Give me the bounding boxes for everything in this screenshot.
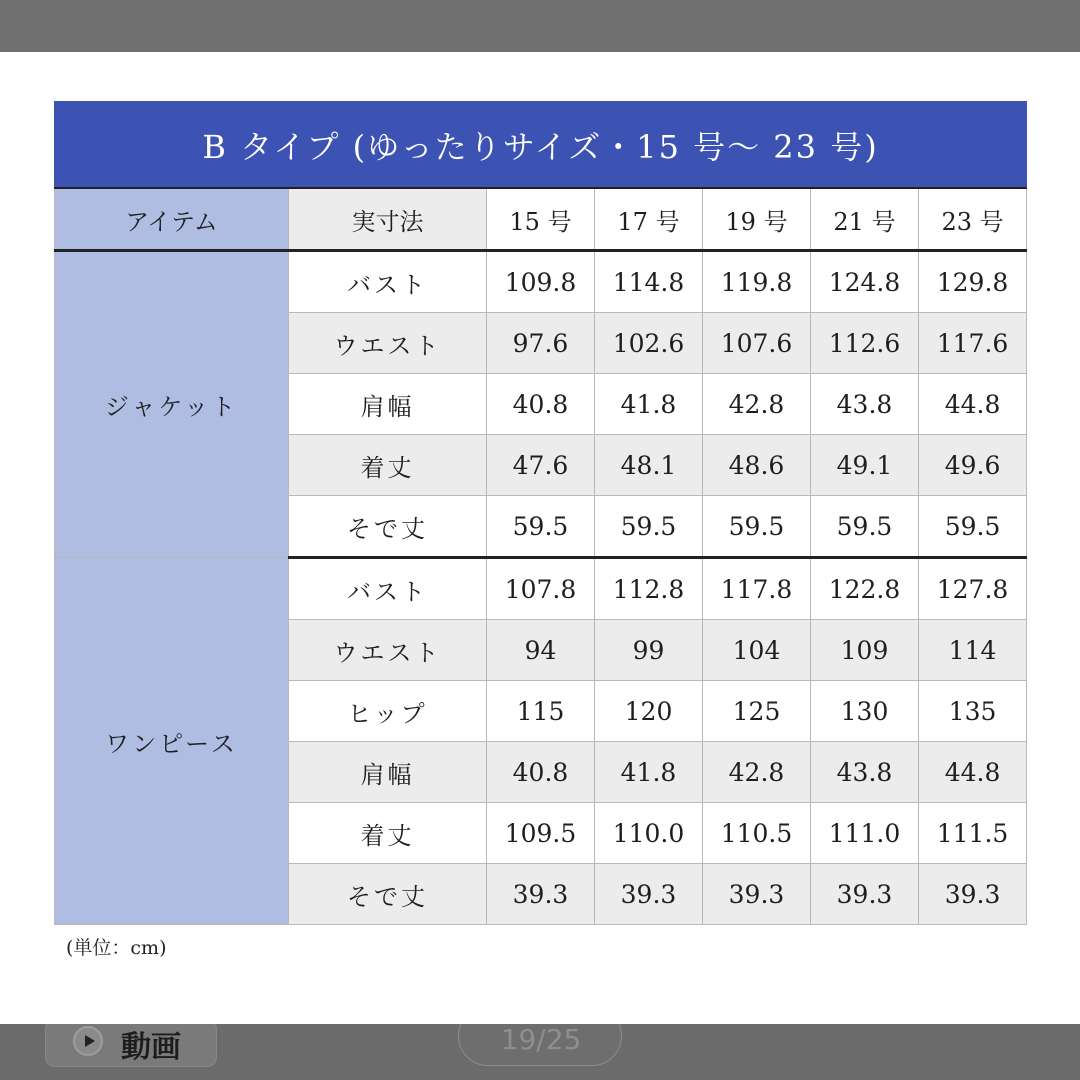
measurement-label: 着丈 xyxy=(289,435,487,496)
size-value-cell: 94 xyxy=(487,620,595,681)
size-value-cell: 42.8 xyxy=(703,374,811,435)
size-value-cell: 39.3 xyxy=(811,864,919,925)
size-chart-table xyxy=(54,101,1027,925)
size-value-cell: 125 xyxy=(703,681,811,742)
size-value-cell: 59.5 xyxy=(703,496,811,558)
header-size: 19 号 xyxy=(703,188,811,251)
measurement-label: 肩幅 xyxy=(289,742,487,803)
measurement-label: 肩幅 xyxy=(289,374,487,435)
play-circle-icon xyxy=(73,1026,103,1056)
header-size: 15 号 xyxy=(487,188,595,251)
size-value-cell: 39.3 xyxy=(703,864,811,925)
video-button[interactable] xyxy=(45,1024,217,1067)
size-value-cell: 59.5 xyxy=(811,496,919,558)
size-value-cell: 114 xyxy=(919,620,1027,681)
size-value-cell: 49.6 xyxy=(919,435,1027,496)
size-value-cell: 39.3 xyxy=(487,864,595,925)
size-value-cell: 109.8 xyxy=(487,251,595,313)
size-value-cell: 39.3 xyxy=(595,864,703,925)
title-row xyxy=(55,102,1027,189)
size-value-cell: 111.5 xyxy=(919,803,1027,864)
size-value-cell: 40.8 xyxy=(487,742,595,803)
size-value-cell: 44.8 xyxy=(919,374,1027,435)
size-value-cell: 43.8 xyxy=(811,374,919,435)
size-value-cell: 115 xyxy=(487,681,595,742)
size-value-cell: 114.8 xyxy=(595,251,703,313)
size-value-cell: 119.8 xyxy=(703,251,811,313)
bottom-bar xyxy=(0,1024,1080,1080)
measurement-label: ヒップ xyxy=(289,681,487,742)
size-value-cell: 49.1 xyxy=(811,435,919,496)
size-value-cell: 129.8 xyxy=(919,251,1027,313)
size-value-cell: 59.5 xyxy=(595,496,703,558)
page-indicator-text: 19/25 xyxy=(500,1024,582,1056)
size-value-cell: 135 xyxy=(919,681,1027,742)
measurement-label: そで丈 xyxy=(289,496,487,558)
page-indicator[interactable] xyxy=(458,1024,622,1066)
header-size: 17 号 xyxy=(595,188,703,251)
size-value-cell: 111.0 xyxy=(811,803,919,864)
size-value-cell: 48.1 xyxy=(595,435,703,496)
header-size: 21 号 xyxy=(811,188,919,251)
measurement-label: ウエスト xyxy=(289,620,487,681)
size-value-cell: 124.8 xyxy=(811,251,919,313)
header-row xyxy=(55,188,1027,251)
size-value-cell: 107.6 xyxy=(703,313,811,374)
measurement-label: ウエスト xyxy=(289,313,487,374)
size-value-cell: 102.6 xyxy=(595,313,703,374)
size-value-cell: 117.8 xyxy=(703,558,811,620)
size-value-cell: 130 xyxy=(811,681,919,742)
size-value-cell: 59.5 xyxy=(919,496,1027,558)
size-value-cell: 47.6 xyxy=(487,435,595,496)
size-value-cell: 41.8 xyxy=(595,742,703,803)
size-value-cell: 112.8 xyxy=(595,558,703,620)
measurement-label: バスト xyxy=(289,251,487,313)
size-value-cell: 112.6 xyxy=(811,313,919,374)
size-value-cell: 122.8 xyxy=(811,558,919,620)
size-value-cell: 109.5 xyxy=(487,803,595,864)
size-value-cell: 39.3 xyxy=(919,864,1027,925)
size-value-cell: 110.5 xyxy=(703,803,811,864)
header-size: 23 号 xyxy=(919,188,1027,251)
size-value-cell: 44.8 xyxy=(919,742,1027,803)
size-value-cell: 41.8 xyxy=(595,374,703,435)
size-value-cell: 42.8 xyxy=(703,742,811,803)
size-value-cell: 104 xyxy=(703,620,811,681)
size-value-cell: 120 xyxy=(595,681,703,742)
table-title: B タイプ (ゆったりサイズ・15 号〜 23 号) xyxy=(55,102,1027,189)
size-value-cell: 109 xyxy=(811,620,919,681)
size-value-cell: 40.8 xyxy=(487,374,595,435)
size-value-cell: 110.0 xyxy=(595,803,703,864)
size-value-cell: 48.6 xyxy=(703,435,811,496)
table-row xyxy=(55,558,1027,620)
measurement-label: 着丈 xyxy=(289,803,487,864)
category-cell: ジャケット xyxy=(55,251,289,558)
table-row xyxy=(55,251,1027,313)
size-value-cell: 97.6 xyxy=(487,313,595,374)
size-value-cell: 127.8 xyxy=(919,558,1027,620)
category-cell: ワンピース xyxy=(55,558,289,925)
size-value-cell: 117.6 xyxy=(919,313,1027,374)
top-bar xyxy=(0,0,1080,52)
video-button-label: 動画 xyxy=(121,1030,181,1065)
measurement-label: そで丈 xyxy=(289,864,487,925)
size-value-cell: 43.8 xyxy=(811,742,919,803)
header-measure: 実寸法 xyxy=(289,188,487,251)
size-value-cell: 99 xyxy=(595,620,703,681)
size-value-cell: 59.5 xyxy=(487,496,595,558)
size-value-cell: 107.8 xyxy=(487,558,595,620)
measurement-label: バスト xyxy=(289,558,487,620)
header-item: アイテム xyxy=(55,188,289,251)
unit-note: (単位：cm) xyxy=(66,937,167,959)
